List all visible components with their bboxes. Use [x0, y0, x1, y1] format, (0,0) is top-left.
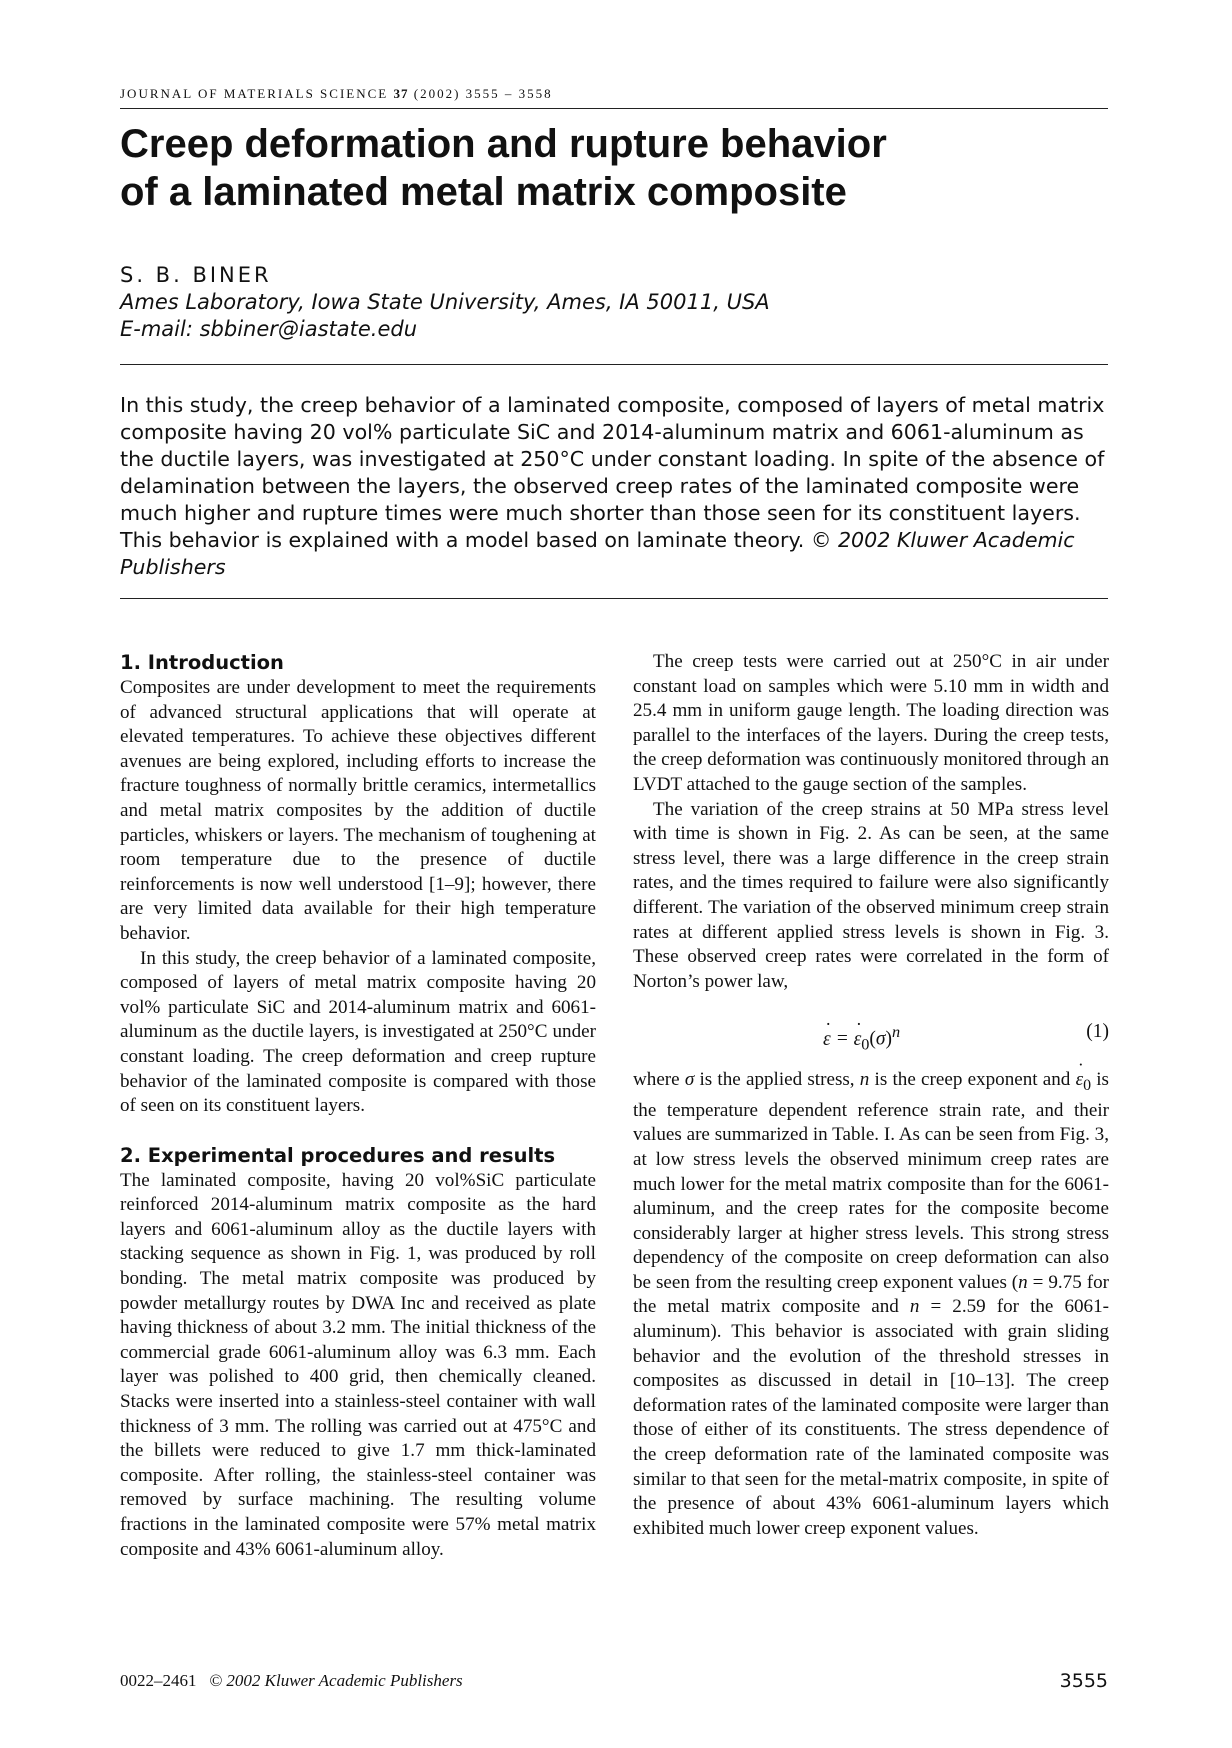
copyright-symbol: ©	[810, 528, 832, 552]
author-email: E-mail: sbbiner@iastate.edu	[120, 317, 418, 341]
paper-page	[120, 0, 1108, 1748]
divider-top	[120, 364, 1108, 365]
abstract	[120, 392, 1108, 581]
author-block	[120, 262, 1108, 343]
equation-body: ε ˙ = ε $˙_0(\sigma)^n$	[823, 1020, 900, 1057]
creep-strain-paragraph: The variation of the creep strains at 50 MPa stress level with time is shown in Fig. 2. As can be seen, at the same stress level, there was a large difference in the creep strain rates, and the times required to failure were also significantly different. The variation of the observed minimum creep strain rates at different applied stress levels is shown in Fig. 3. These observed creep rates were correlated in the form of Norton’s power law,	[633, 798, 1109, 992]
journal-volume: 37	[393, 86, 409, 101]
page-number: 3555	[1059, 1670, 1108, 1692]
divider-bottom	[120, 598, 1108, 599]
experimental-paragraph-1: The laminated composite, having 20 vol%SiC particulate reinforced 2014-aluminum matrix composite as the hard layers and 6061-aluminum alloy as the ductile layers with stacking sequence as shown in Fig. 1, was produced by roll bonding. The metal matrix composite was produced by powder metallurgy routes by DWA Inc and received as plate having thickness of about 3.2 mm. The initial thickness of the commercial grade 6061-aluminum alloy was 6.3 mm. Each layer was polished to 400 grid, then chemically cleaned. Stacks were inserted into a stainless-steel container with wall thickness of 3 mm. The rolling was carried out at 475°C and the billets were reduced to give 1.7 mm thick-laminated composite. After rolling, the stainless-steel container was removed by surface machining. The resulting volume fractions in the laminated composite were 57% metal matrix composite and 43% 6061-aluminum alloy.	[120, 1169, 596, 1560]
intro-paragraph-2: In this study, the creep behavior of a laminated composite, composed of layers of metal matrix composite having 20 vol% particulate SiC and 2014-aluminum matrix and 6061-aluminum as the ductile layers, is investigated at 250°C under constant loading. The creep deformation and creep rupture behavior of the laminated composite is compared with those of seen on its constituent layers.	[120, 947, 596, 1117]
right-column	[633, 650, 1109, 1541]
title-line-2: of a laminated metal matrix composite	[120, 170, 847, 214]
abstract-copyright: 2002 Kluwer Academic Publishers	[120, 528, 1075, 579]
creep-tests-paragraph: The creep tests were carried out at 250°C in air under constant load on samples which were 5.10 mm in width and 25.4 mm in uniform gauge length. The loading direction was parallel to the interfaces of the layers. During the creep tests, the creep deformation was continuously monitored through an LVDT attached to the gauge section of the samples.	[633, 651, 1109, 795]
article-title	[120, 120, 1108, 216]
author-name: S. B. BINER	[120, 263, 272, 287]
footer-publisher: 2002 Kluwer Academic Publishers	[226, 1671, 463, 1690]
running-head	[120, 86, 1108, 109]
section-heading-introduction: 1. Introduction	[120, 651, 284, 674]
norton-explanation-paragraph: where σ is the applied stress, n is the creep exponent and ε $˙_0$ is the temperature dependent reference strain rate, and their values are summarized in Table. I. As can be seen from Fig. 3, at low stress levels the observed minimum creep rates are much lower for the metal matrix composite than for the 6061-aluminum, and the creep rates for the composite become considerably larger at higher stress levels. This strong stress dependency of the composite on creep deformation can also be seen from the resulting creep exponent values (n = 9.75 for the metal matrix composite and n = 2.59 for the 6061-aluminum). This behavior is associated with grain sliding behavior and the evolution of the threshold stresses in composites as discussed in detail in [10–13]. The creep deformation rates of the laminated composite were larger than those of either of its constituents. The stress dependence of the creep deformation rate of the laminated composite was similar to that seen for the metal-matrix composite, in spite of the presence of about 43% 6061-aluminum layers which exhibited much lower creep exponent values.	[633, 1068, 1109, 1541]
equation-number: (1)	[1086, 1021, 1109, 1043]
footer-copyright-symbol: ©	[209, 1671, 223, 1690]
author-affiliation: Ames Laboratory, Iowa State University, Ames, IA 50011, USA	[120, 290, 770, 314]
journal-name: JOURNAL OF MATERIALS SCIENCE	[120, 86, 389, 101]
footer-issn: 0022–2461	[120, 1671, 197, 1690]
equation-norton	[633, 1004, 1109, 1060]
footer-issn-copyright	[120, 1671, 463, 1691]
left-column	[120, 650, 596, 1562]
section-heading-experimental: 2. Experimental procedures and results	[120, 1143, 556, 1167]
title-line-1: Creep deformation and rupture behavior	[120, 122, 887, 166]
journal-year-pages: (2002) 3555 – 3558	[413, 86, 553, 101]
abstract-text: In this study, the creep behavior of a laminated composite, composed of layers of metal matrix composite having 20 vol% particulate SiC and 2014-aluminum matrix and 6061-aluminum as the ductile layers, was investigated at 250°C under constant loading. In spite of the absence of delamination between the layers, the observed creep rates of the laminated composite were much higher and rupture times were much shorter than those seen for its constituent layers. This behavior is explained with a model based on laminate theory.	[120, 393, 1105, 552]
intro-paragraph-1: Composites are under development to meet the requirements of advanced structural applications that will operate at elevated temperatures. To achieve these objectives different avenues are being explored, including efforts to increase the fracture toughness of normally brittle ceramics, intermetallics and metal matrix composites by the addition of ductile particles, whiskers or layers. The mechanism of toughening at room temperature due to the presence of ductile reinforcements is now well understood [1–9]; however, there are very limited data available for their high temperature behavior.	[120, 677, 596, 944]
